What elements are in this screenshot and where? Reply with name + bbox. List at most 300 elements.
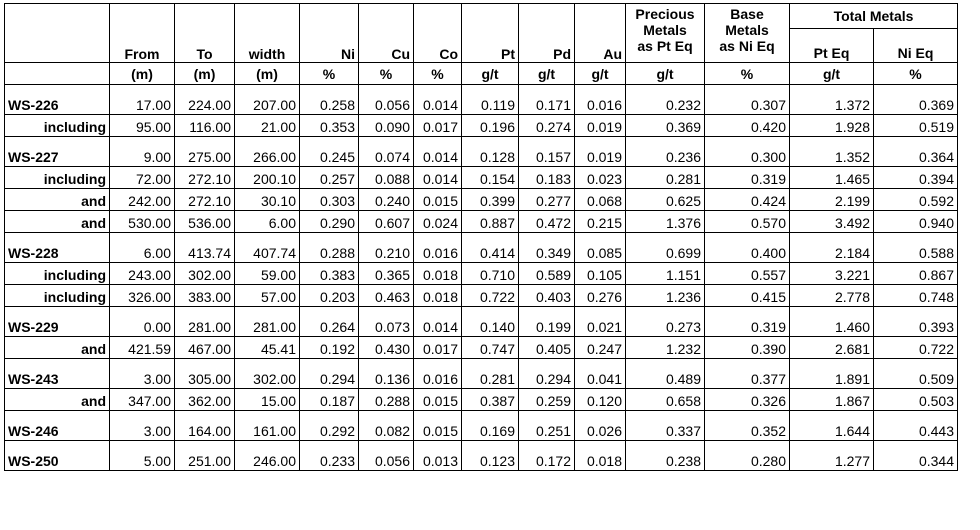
cell-base-ni-eq: 0.319 <box>705 167 790 189</box>
unit-cell: g/t <box>575 63 626 85</box>
cell-total-ni-eq: 0.503 <box>874 389 958 411</box>
cell-pd: 0.171 <box>519 93 575 115</box>
spacer-cell <box>519 137 575 145</box>
table-row <box>5 419 958 441</box>
unit-cell: (m) <box>175 63 235 85</box>
hole-id: WS-246 <box>5 419 110 441</box>
spacer-row <box>5 441 958 449</box>
cell-total-ni-eq: 0.940 <box>874 211 958 233</box>
cell-cu: 0.056 <box>359 93 414 115</box>
cell-co: 0.016 <box>414 241 462 263</box>
cell-co: 0.014 <box>414 315 462 337</box>
spacer-cell <box>359 233 414 241</box>
table-row <box>5 389 958 411</box>
col-header-cu: Cu <box>359 4 414 63</box>
cell-ni: 0.294 <box>300 367 359 389</box>
spacer-cell <box>705 411 790 419</box>
cell-precious-pt-eq: 0.238 <box>626 449 705 471</box>
spacer-cell <box>414 233 462 241</box>
spacer-cell <box>519 233 575 241</box>
cell-pd: 0.403 <box>519 285 575 307</box>
cell-base-ni-eq: 0.390 <box>705 337 790 359</box>
cell-pt: 0.722 <box>462 285 519 307</box>
interval-label: and <box>5 337 110 359</box>
cell-pt: 0.887 <box>462 211 519 233</box>
cell-total-ni-eq: 0.722 <box>874 337 958 359</box>
cell-total-ni-eq: 0.364 <box>874 145 958 167</box>
cell-total-pt-eq: 1.352 <box>790 145 874 167</box>
cell-total-pt-eq: 2.778 <box>790 285 874 307</box>
cell-ni: 0.245 <box>300 145 359 167</box>
cell-cu: 0.088 <box>359 167 414 189</box>
interval-label: and <box>5 211 110 233</box>
spacer-cell <box>175 85 235 93</box>
table-row <box>5 449 958 471</box>
cell-width: 246.00 <box>235 449 300 471</box>
table-row <box>5 241 958 263</box>
cell-au: 0.019 <box>575 115 626 137</box>
cell-pd: 0.277 <box>519 189 575 211</box>
cell-pt: 0.119 <box>462 93 519 115</box>
cell-pt: 0.387 <box>462 389 519 411</box>
unit-cell: % <box>705 63 790 85</box>
col-header-to: To <box>175 4 235 63</box>
cell-to: 275.00 <box>175 145 235 167</box>
spacer-cell <box>705 137 790 145</box>
cell-width: 302.00 <box>235 367 300 389</box>
hole-header-empty <box>5 4 110 63</box>
spacer-cell <box>414 359 462 367</box>
cell-cu: 0.090 <box>359 115 414 137</box>
cell-from: 17.00 <box>110 93 175 115</box>
spacer-cell <box>705 233 790 241</box>
cell-width: 266.00 <box>235 145 300 167</box>
col-header-precious-metals: Precious Metals as Pt Eq <box>626 4 705 63</box>
cell-ni: 0.192 <box>300 337 359 359</box>
cell-precious-pt-eq: 0.281 <box>626 167 705 189</box>
spacer-cell <box>5 307 110 315</box>
hole-id: WS-250 <box>5 449 110 471</box>
cell-co: 0.018 <box>414 263 462 285</box>
spacer-cell <box>175 307 235 315</box>
cell-precious-pt-eq: 1.151 <box>626 263 705 285</box>
cell-total-ni-eq: 0.393 <box>874 315 958 337</box>
cell-width: 207.00 <box>235 93 300 115</box>
spacer-cell <box>414 441 462 449</box>
cell-base-ni-eq: 0.319 <box>705 315 790 337</box>
spacer-row <box>5 85 958 93</box>
spacer-cell <box>300 137 359 145</box>
cell-pd: 0.259 <box>519 389 575 411</box>
spacer-cell <box>519 411 575 419</box>
spacer-cell <box>5 137 110 145</box>
cell-to: 536.00 <box>175 211 235 233</box>
unit-cell: (m) <box>110 63 175 85</box>
cell-to: 272.10 <box>175 189 235 211</box>
cell-pt: 0.196 <box>462 115 519 137</box>
cell-width: 45.41 <box>235 337 300 359</box>
spacer-cell <box>705 85 790 93</box>
spacer-cell <box>359 441 414 449</box>
spacer-cell <box>462 85 519 93</box>
spacer-cell <box>462 137 519 145</box>
cell-ni: 0.257 <box>300 167 359 189</box>
cell-to: 272.10 <box>175 167 235 189</box>
cell-au: 0.019 <box>575 145 626 167</box>
cell-to: 467.00 <box>175 337 235 359</box>
spacer-cell <box>519 307 575 315</box>
interval-label: including <box>5 285 110 307</box>
spacer-cell <box>705 307 790 315</box>
spacer-cell <box>626 137 705 145</box>
table-row <box>5 93 958 115</box>
cell-total-pt-eq: 1.867 <box>790 389 874 411</box>
unit-cell: % <box>414 63 462 85</box>
cell-width: 281.00 <box>235 315 300 337</box>
cell-pt: 0.747 <box>462 337 519 359</box>
cell-ni: 0.233 <box>300 449 359 471</box>
cell-pt: 0.710 <box>462 263 519 285</box>
units-empty <box>5 63 110 85</box>
cell-co: 0.024 <box>414 211 462 233</box>
spacer-cell <box>235 441 300 449</box>
cell-width: 59.00 <box>235 263 300 285</box>
cell-pd: 0.472 <box>519 211 575 233</box>
spacer-cell <box>359 359 414 367</box>
cell-au: 0.018 <box>575 449 626 471</box>
cell-total-ni-eq: 0.592 <box>874 189 958 211</box>
interval-label: including <box>5 167 110 189</box>
unit-cell: % <box>874 63 958 85</box>
cell-pd: 0.199 <box>519 315 575 337</box>
cell-co: 0.017 <box>414 115 462 137</box>
cell-cu: 0.288 <box>359 389 414 411</box>
col-header-width: width <box>235 4 300 63</box>
spacer-cell <box>874 307 958 315</box>
table-row <box>5 337 958 359</box>
cell-cu: 0.430 <box>359 337 414 359</box>
unit-cell: (m) <box>235 63 300 85</box>
cell-to: 302.00 <box>175 263 235 285</box>
cell-base-ni-eq: 0.415 <box>705 285 790 307</box>
cell-co: 0.014 <box>414 93 462 115</box>
cell-precious-pt-eq: 1.236 <box>626 285 705 307</box>
units-row <box>5 63 958 85</box>
cell-total-ni-eq: 0.867 <box>874 263 958 285</box>
table-row <box>5 263 958 285</box>
cell-ni: 0.383 <box>300 263 359 285</box>
spacer-cell <box>110 307 175 315</box>
cell-width: 30.10 <box>235 189 300 211</box>
cell-au: 0.247 <box>575 337 626 359</box>
spacer-cell <box>874 85 958 93</box>
col-header-ni: Ni <box>300 4 359 63</box>
cell-width: 161.00 <box>235 419 300 441</box>
cell-pt: 0.154 <box>462 167 519 189</box>
spacer-cell <box>626 441 705 449</box>
cell-pd: 0.589 <box>519 263 575 285</box>
cell-co: 0.016 <box>414 367 462 389</box>
cell-precious-pt-eq: 1.232 <box>626 337 705 359</box>
cell-width: 407.74 <box>235 241 300 263</box>
cell-from: 243.00 <box>110 263 175 285</box>
cell-total-ni-eq: 0.344 <box>874 449 958 471</box>
cell-pd: 0.405 <box>519 337 575 359</box>
spacer-cell <box>5 411 110 419</box>
spacer-cell <box>110 85 175 93</box>
table-row <box>5 211 958 233</box>
cell-pt: 0.128 <box>462 145 519 167</box>
cell-base-ni-eq: 0.307 <box>705 93 790 115</box>
cell-au: 0.105 <box>575 263 626 285</box>
col-header-pd: Pd <box>519 4 575 63</box>
spacer-row <box>5 137 958 145</box>
spacer-cell <box>300 411 359 419</box>
cell-from: 347.00 <box>110 389 175 411</box>
spacer-cell <box>175 233 235 241</box>
unit-cell: % <box>300 63 359 85</box>
cell-from: 3.00 <box>110 419 175 441</box>
table-row <box>5 189 958 211</box>
spacer-cell <box>300 85 359 93</box>
cell-to: 164.00 <box>175 419 235 441</box>
cell-precious-pt-eq: 0.236 <box>626 145 705 167</box>
col-header-ni-eq: Ni Eq <box>874 29 958 63</box>
cell-from: 95.00 <box>110 115 175 137</box>
cell-base-ni-eq: 0.300 <box>705 145 790 167</box>
spacer-cell <box>874 233 958 241</box>
spacer-cell <box>519 359 575 367</box>
unit-cell: g/t <box>790 63 874 85</box>
cell-total-pt-eq: 1.465 <box>790 167 874 189</box>
cell-co: 0.014 <box>414 145 462 167</box>
spacer-cell <box>575 233 626 241</box>
interval-label: including <box>5 115 110 137</box>
cell-au: 0.120 <box>575 389 626 411</box>
spacer-cell <box>414 307 462 315</box>
cell-pd: 0.172 <box>519 449 575 471</box>
spacer-cell <box>110 441 175 449</box>
spacer-cell <box>110 359 175 367</box>
cell-pd: 0.251 <box>519 419 575 441</box>
cell-from: 5.00 <box>110 449 175 471</box>
spacer-cell <box>575 307 626 315</box>
spacer-cell <box>175 441 235 449</box>
col-header-base-metals: Base Metals as Ni Eq <box>705 4 790 63</box>
spacer-cell <box>790 233 874 241</box>
cell-to: 251.00 <box>175 449 235 471</box>
cell-pt: 0.169 <box>462 419 519 441</box>
cell-ni: 0.203 <box>300 285 359 307</box>
spacer-cell <box>462 359 519 367</box>
spacer-cell <box>874 411 958 419</box>
spacer-cell <box>175 137 235 145</box>
spacer-row <box>5 359 958 367</box>
cell-total-ni-eq: 0.509 <box>874 367 958 389</box>
cell-total-pt-eq: 1.891 <box>790 367 874 389</box>
cell-precious-pt-eq: 1.376 <box>626 211 705 233</box>
table-row <box>5 367 958 389</box>
spacer-cell <box>359 307 414 315</box>
cell-co: 0.017 <box>414 337 462 359</box>
spacer-cell <box>359 137 414 145</box>
spacer-cell <box>235 233 300 241</box>
col-header-au: Au <box>575 4 626 63</box>
spacer-cell <box>414 411 462 419</box>
hole-id: WS-228 <box>5 241 110 263</box>
cell-cu: 0.136 <box>359 367 414 389</box>
spacer-cell <box>110 137 175 145</box>
spacer-cell <box>414 137 462 145</box>
hole-id: WS-243 <box>5 367 110 389</box>
spacer-cell <box>790 441 874 449</box>
spacer-cell <box>110 233 175 241</box>
cell-au: 0.068 <box>575 189 626 211</box>
cell-total-ni-eq: 0.519 <box>874 115 958 137</box>
spacer-cell <box>626 85 705 93</box>
cell-to: 383.00 <box>175 285 235 307</box>
spacer-cell <box>300 359 359 367</box>
cell-au: 0.085 <box>575 241 626 263</box>
cell-to: 362.00 <box>175 389 235 411</box>
spacer-cell <box>5 233 110 241</box>
spacer-cell <box>874 441 958 449</box>
cell-co: 0.014 <box>414 167 462 189</box>
spacer-cell <box>519 85 575 93</box>
cell-co: 0.018 <box>414 285 462 307</box>
cell-precious-pt-eq: 0.273 <box>626 315 705 337</box>
spacer-cell <box>790 411 874 419</box>
cell-from: 72.00 <box>110 167 175 189</box>
cell-total-pt-eq: 1.277 <box>790 449 874 471</box>
cell-ni: 0.264 <box>300 315 359 337</box>
cell-to: 305.00 <box>175 367 235 389</box>
spacer-cell <box>359 85 414 93</box>
spacer-cell <box>575 441 626 449</box>
cell-pt: 0.140 <box>462 315 519 337</box>
spacer-cell <box>626 411 705 419</box>
cell-au: 0.021 <box>575 315 626 337</box>
cell-au: 0.016 <box>575 93 626 115</box>
cell-cu: 0.082 <box>359 419 414 441</box>
cell-base-ni-eq: 0.280 <box>705 449 790 471</box>
hole-id: WS-226 <box>5 93 110 115</box>
spacer-cell <box>462 411 519 419</box>
col-header-pt-eq: Pt Eq <box>790 29 874 63</box>
table-row <box>5 315 958 337</box>
cell-base-ni-eq: 0.400 <box>705 241 790 263</box>
spacer-cell <box>300 307 359 315</box>
cell-from: 421.59 <box>110 337 175 359</box>
spacer-cell <box>5 85 110 93</box>
cell-width: 15.00 <box>235 389 300 411</box>
cell-width: 57.00 <box>235 285 300 307</box>
cell-co: 0.015 <box>414 189 462 211</box>
cell-ni: 0.258 <box>300 93 359 115</box>
hole-id: WS-229 <box>5 315 110 337</box>
cell-au: 0.215 <box>575 211 626 233</box>
spacer-cell <box>790 85 874 93</box>
spacer-cell <box>705 441 790 449</box>
spacer-cell <box>790 307 874 315</box>
cell-cu: 0.607 <box>359 211 414 233</box>
cell-base-ni-eq: 0.377 <box>705 367 790 389</box>
cell-from: 242.00 <box>110 189 175 211</box>
col-header-total-metals: Total Metals <box>790 4 958 29</box>
cell-total-pt-eq: 1.460 <box>790 315 874 337</box>
cell-total-pt-eq: 1.928 <box>790 115 874 137</box>
unit-cell: % <box>359 63 414 85</box>
spacer-cell <box>790 359 874 367</box>
spacer-row <box>5 411 958 419</box>
spacer-cell <box>359 411 414 419</box>
cell-co: 0.015 <box>414 389 462 411</box>
spacer-cell <box>235 85 300 93</box>
table-body <box>5 85 958 471</box>
spacer-cell <box>110 411 175 419</box>
cell-cu: 0.056 <box>359 449 414 471</box>
cell-base-ni-eq: 0.352 <box>705 419 790 441</box>
col-header-from: From <box>110 4 175 63</box>
spacer-cell <box>235 359 300 367</box>
spacer-cell <box>235 137 300 145</box>
cell-cu: 0.365 <box>359 263 414 285</box>
unit-cell: g/t <box>519 63 575 85</box>
cell-cu: 0.073 <box>359 315 414 337</box>
spacer-cell <box>175 411 235 419</box>
cell-to: 224.00 <box>175 93 235 115</box>
spacer-row <box>5 307 958 315</box>
cell-cu: 0.463 <box>359 285 414 307</box>
interval-label: and <box>5 389 110 411</box>
cell-base-ni-eq: 0.326 <box>705 389 790 411</box>
spacer-cell <box>462 441 519 449</box>
cell-pt: 0.399 <box>462 189 519 211</box>
hole-id: WS-227 <box>5 145 110 167</box>
cell-cu: 0.240 <box>359 189 414 211</box>
table-row <box>5 167 958 189</box>
spacer-cell <box>575 85 626 93</box>
spacer-cell <box>300 233 359 241</box>
interval-label: and <box>5 189 110 211</box>
cell-pt: 0.414 <box>462 241 519 263</box>
col-header-co: Co <box>414 4 462 63</box>
cell-ni: 0.288 <box>300 241 359 263</box>
unit-cell: g/t <box>462 63 519 85</box>
spacer-cell <box>874 359 958 367</box>
table-row <box>5 145 958 167</box>
spacer-cell <box>462 233 519 241</box>
spacer-cell <box>414 85 462 93</box>
cell-total-ni-eq: 0.588 <box>874 241 958 263</box>
cell-to: 281.00 <box>175 315 235 337</box>
spacer-cell <box>300 441 359 449</box>
cell-total-pt-eq: 1.644 <box>790 419 874 441</box>
cell-au: 0.276 <box>575 285 626 307</box>
spacer-cell <box>235 411 300 419</box>
cell-total-ni-eq: 0.443 <box>874 419 958 441</box>
cell-from: 3.00 <box>110 367 175 389</box>
cell-base-ni-eq: 0.424 <box>705 189 790 211</box>
cell-total-pt-eq: 2.681 <box>790 337 874 359</box>
table-row <box>5 285 958 307</box>
cell-to: 413.74 <box>175 241 235 263</box>
cell-base-ni-eq: 0.557 <box>705 263 790 285</box>
cell-from: 326.00 <box>110 285 175 307</box>
cell-cu: 0.074 <box>359 145 414 167</box>
cell-au: 0.041 <box>575 367 626 389</box>
col-header-pt: Pt <box>462 4 519 63</box>
